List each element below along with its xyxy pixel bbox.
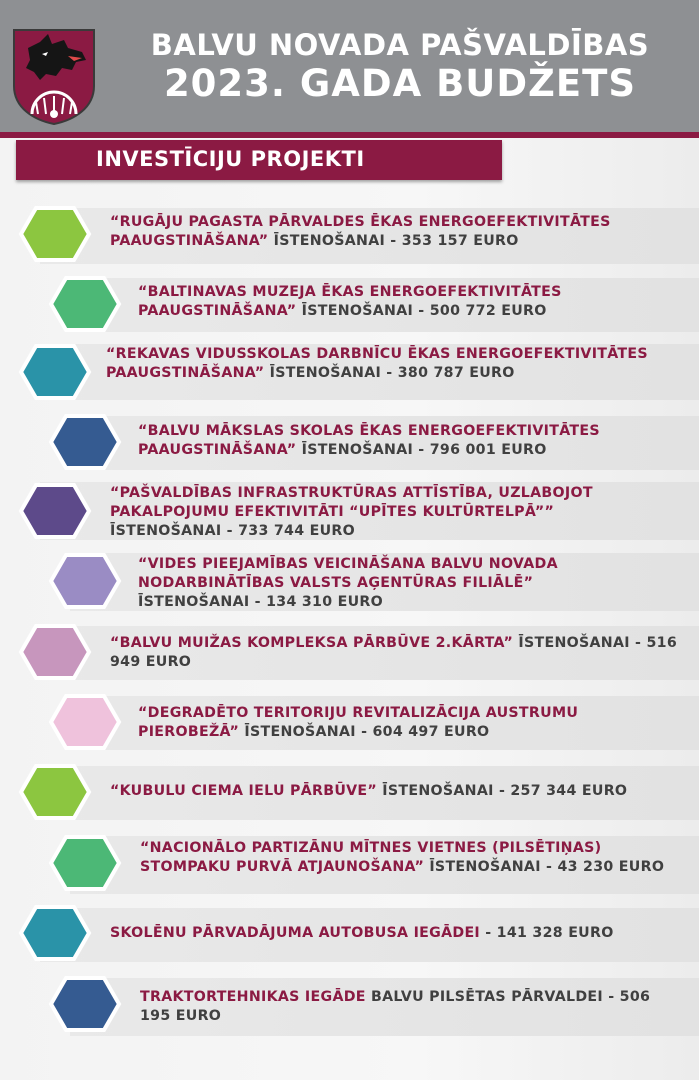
project-item: [138, 555, 638, 612]
hexagon-icon: [18, 482, 92, 540]
section-title: INVESTĪCIJU PROJEKTI: [96, 147, 365, 171]
project-title: SKOLĒNU PĀRVADĀJUMA AUTOBUSA IEGĀDEI: [110, 925, 481, 941]
project-amount: ĪSTENOŠANAI - 733 744 EURO: [110, 523, 356, 539]
project-amount: ĪSTENOŠANAI - 353 157 EURO: [268, 233, 519, 249]
hexagon-shape: [21, 485, 89, 537]
project-title: “BALTINAVAS MUZEJA ĒKAS ENERGOEFEKTIVITĀTES PAAUGSTINĀŠANA”: [138, 284, 562, 319]
title-line-1: BALVU NOVADA PAŠVALDĪBAS: [150, 28, 650, 62]
project-item: [110, 484, 670, 541]
project-title: “VIDES PIEEJAMĪBAS VEICINĀŠANA BALVU NOVADA NODARBINĀTĪBAS VALSTS AĢENTŪRAS FILIĀLĒ”: [138, 556, 558, 591]
hexagon-icon: [48, 552, 122, 610]
project-title: “RUGĀJU PAGASTA PĀRVALDES ĒKAS ENERGOEFEKTIVITĀTES PAAUGSTINĀŠANA”: [110, 214, 611, 249]
project-amount: - 141 328 EURO: [480, 925, 614, 941]
project-item: [110, 213, 670, 251]
hexagon-shape: [21, 208, 89, 260]
project-amount: ĪSTENOŠANAI - 796 001 EURO: [296, 442, 547, 458]
project-title: “KUBULU CIEMA IELU PĀRBŪVE”: [110, 783, 378, 799]
hexagon-shape: [51, 555, 119, 607]
project-amount: ĪSTENOŠANAI - 257 344 EURO: [377, 783, 628, 799]
project-title: “BALVU MĀKSLAS SKOLAS ĒKAS ENERGOEFEKTIVITĀTES PAAUGSTINĀŠANA”: [138, 423, 600, 458]
project-title: “PAŠVALDĪBAS INFRASTRUKTŪRAS ATTĪSTĪBA, UZLABOJOT PAKALPOJUMU EFEKTIVITĀTI “UPĪTES KULTŪRTELPĀ””: [110, 485, 593, 520]
project-amount: ĪSTENOŠANAI - 500 772 EURO: [296, 303, 547, 319]
project-title: “DEGRADĒTO TERITORIJU REVITALIZĀCIJA AUSTRUMU PIEROBEŽĀ”: [138, 705, 579, 740]
hexagon-icon: [48, 413, 122, 471]
project-item: [140, 839, 680, 877]
hexagon-shape: [21, 766, 89, 818]
hexagon-icon: [18, 343, 92, 401]
project-amount: ĪSTENOŠANAI - 380 787 EURO: [264, 365, 515, 381]
project-amount: BALVU PILSĒTAS PĀRVALDEI - 506 195 EURO: [140, 989, 651, 1024]
hexagon-shape: [51, 416, 119, 468]
hexagon-shape: [51, 278, 119, 330]
hexagon-icon: [18, 763, 92, 821]
hexagon-icon: [48, 834, 122, 892]
project-item: [138, 283, 658, 321]
project-item: [110, 782, 690, 801]
coat-of-arms-icon: [12, 28, 96, 126]
hexagon-shape: [51, 837, 119, 889]
hexagon-shape: [51, 978, 119, 1030]
project-title: “NACIONĀLO PARTIZĀNU MĪTNES VIETNES (PILSĒTIŅAS) STOMPAKU PURVĀ ATJAUNOŠANA”: [140, 840, 602, 875]
project-item: [138, 704, 658, 742]
hexagon-icon: [18, 623, 92, 681]
project-amount: ĪSTENOŠANAI - 134 310 EURO: [138, 594, 384, 610]
hexagon-icon: [18, 904, 92, 962]
project-item: [110, 634, 690, 672]
project-amount: ĪSTENOŠANAI - 516 949 EURO: [110, 635, 677, 670]
project-item: [138, 422, 658, 460]
title-line-2: 2023. GADA BUDŽETS: [163, 62, 637, 105]
hexagon-icon: [48, 975, 122, 1033]
project-item: [140, 988, 680, 1026]
project-item: [110, 924, 690, 943]
hexagon-shape: [51, 696, 119, 748]
project-amount: ĪSTENOŠANAI - 604 497 EURO: [239, 724, 490, 740]
project-amount: ĪSTENOŠANAI - 43 230 EURO: [424, 859, 665, 875]
project-item: [106, 345, 666, 383]
hexagon-icon: [48, 693, 122, 751]
page-title: [110, 28, 690, 106]
hexagon-shape: [21, 346, 89, 398]
hexagon-icon: [48, 275, 122, 333]
hexagon-shape: [21, 907, 89, 959]
project-title: TRAKTORTEHNIKAS IEGĀDE: [140, 989, 366, 1005]
project-title: “BALVU MUIŽAS KOMPLEKSA PĀRBŪVE 2.KĀRTA”: [110, 635, 514, 651]
project-title: “REKAVAS VIDUSSKOLAS DARBNĪCU ĒKAS ENERGOEFEKTIVITĀTES PAAUGSTINĀŠANA”: [106, 346, 648, 381]
hexagon-shape: [21, 626, 89, 678]
hexagon-icon: [18, 205, 92, 263]
